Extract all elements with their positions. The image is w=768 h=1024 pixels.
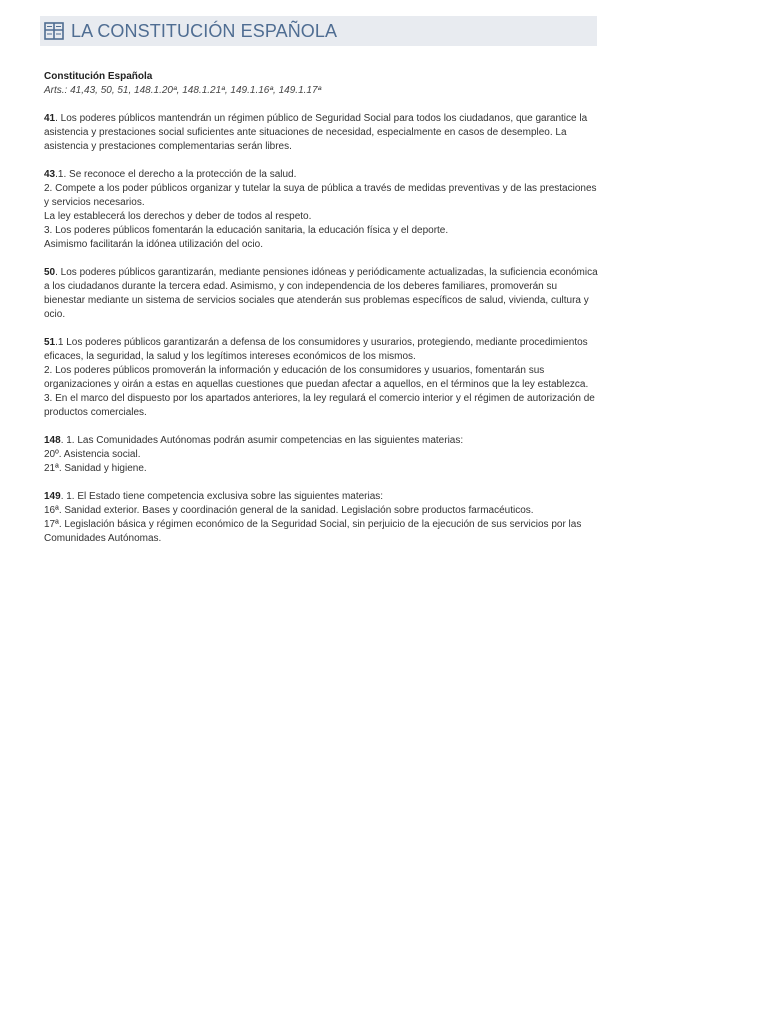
article-148	[44, 434, 600, 476]
article-50	[44, 266, 600, 322]
article-number: 51	[44, 337, 56, 348]
article-text: . Los poderes públicos mantendrán un régimen público de Seguridad Social para todos los ciudadanos, que garantice la asistencia y prestaciones social suficientes ante situaciones de necesidad, especialmente en casos de desempleo. La asistencia y prestaciones complementarias serán libres.	[44, 113, 588, 152]
article-text: 16ª. Sanidad exterior. Bases y coordinación general de la sanidad. Legislación sobre productos farmacéuticos.	[44, 505, 534, 516]
article-text: 3. En el marco del dispuesto por los apartados anteriores, la ley regulará el comercio interior y el régimen de autorización de productos comerciales.	[44, 393, 595, 418]
article-number: 41	[44, 113, 56, 124]
article-text: . 1. El Estado tiene competencia exclusiva sobre las siguientes materias:	[60, 491, 384, 502]
article-text: 20º. Asistencia social.	[44, 449, 141, 460]
article-text: 2. Los poderes públicos promoverán la información y educación de los consumidores y usuarios, fomentarán sus organizaciones y oirán a estas en aquellas cuestiones que puedan afectar a aquellos, en el términos que la ley establezca.	[44, 365, 589, 390]
article-text: .1. Se reconoce el derecho a la protección de la salud.	[55, 169, 297, 180]
article-text: La ley establecerá los derechos y deber de todos al respeto.	[44, 211, 312, 222]
article-41	[44, 112, 600, 154]
article-text: 17ª. Legislación básica y régimen económico de la Seguridad Social, sin perjuicio de la ejecución de sus servicios por las Comunidades Autónomas.	[44, 519, 582, 544]
article-43	[44, 168, 600, 252]
article-text: 2. Compete a los poder públicos organizar y tutelar la suya de pública a través de medidas preventivas y de las prestaciones y servicios necesarios.	[44, 183, 597, 208]
article-number: 43	[44, 169, 56, 180]
article-text: 21ª. Sanidad y higiene.	[44, 463, 147, 474]
article-text: . Los poderes públicos garantizarán, mediante pensiones idóneas y periódicamente actualizadas, la suficiencia económica a los ciudadanos durante la tercera edad. Asimismo, y con independencia de los deberes familiares, promoverán su bienestar mediante un sistema de servicios sociales que atenderán sus problemas específicos de salud, vivienda, cultura y ocio.	[44, 267, 598, 320]
article-number: 148	[44, 435, 61, 446]
article-number: 50	[44, 267, 56, 278]
article-text: . 1. Las Comunidades Autónomas podrán asumir competencias en las siguientes materias:	[60, 435, 464, 446]
article-51	[44, 336, 600, 420]
document-articles-ref: Arts.: 41,43, 50, 51, 148.1.20ª, 148.1.21ª, 149.1.16ª, 149.1.17ª	[44, 85, 322, 96]
page-title: LA CONSTITUCIÓN ESPAÑOLA	[71, 20, 338, 41]
page-header	[40, 16, 597, 46]
article-149	[44, 490, 600, 546]
document-body	[44, 70, 600, 546]
article-text: Asimismo facilitarán la idónea utilización del ocio.	[44, 239, 263, 250]
document-title: Constitución Española	[44, 71, 153, 82]
article-text: .1 Los poderes públicos garantizarán a defensa de los consumidores y usurarios, protegiendo, mediante procedimientos eficaces, la seguridad, la salud y los legítimos intereses económicos de los mismos.	[44, 337, 588, 362]
article-text: 3. Los poderes públicos fomentarán la educación sanitaria, la educación física y el deporte.	[44, 225, 449, 236]
article-number: 149	[44, 491, 61, 502]
book-icon	[44, 21, 64, 41]
